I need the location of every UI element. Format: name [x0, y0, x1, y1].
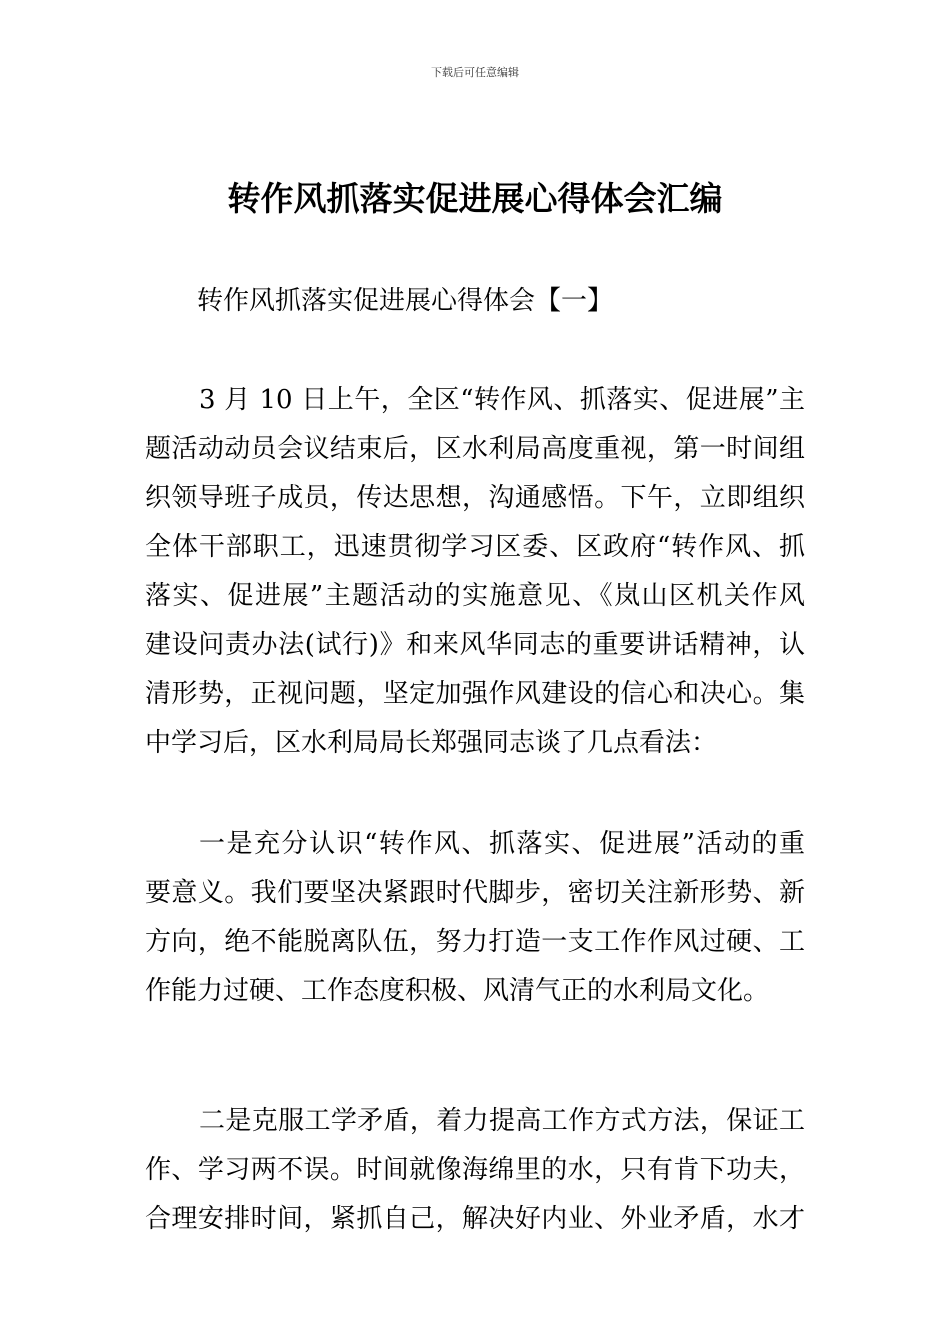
paragraph-line: 方向，绝不能脱离队伍，努力打造一支工作作风过硬、工 — [145, 927, 805, 957]
paragraph-line: 中学习后，区水利局局长郑强同志谈了几点看法： — [145, 728, 718, 758]
paragraph-line: 作、学习两不误。时间就像海绵里的水，只有肯下功夫， — [145, 1155, 805, 1185]
paragraph-line: 3 月 10 日上午，全区“转作风、抓落实、促进展”主 — [199, 385, 805, 415]
paragraph-line: 建设问责办法(试行)》和来风华同志的重要讲话精神，认 — [145, 630, 805, 660]
paragraph-line: 全体干部职工，迅速贯彻学习区委、区政府“转作风、抓 — [145, 532, 805, 562]
paragraph-1 — [145, 376, 805, 768]
paragraph-line: 落实、促进展”主题活动的实施意见、《岚山区机关作风 — [145, 581, 805, 611]
paragraph-3 — [145, 1097, 805, 1244]
document-title: 转作风抓落实促进展心得体会汇编 — [227, 179, 723, 218]
page-header-note: 下载后可任意编辑 — [431, 66, 519, 79]
paragraph-line: 清形势，正视问题，坚定加强作风建设的信心和决心。集 — [145, 679, 805, 709]
paragraph-line: 织领导班子成员，传达思想，沟通感悟。下午，立即组织 — [145, 483, 805, 513]
paragraph-line: 二是克服工学矛盾，着力提高工作方式方法，保证工 — [199, 1106, 805, 1136]
paragraph-line: 合理安排时间，紧抓自己，解决好内业、外业矛盾，水才 — [145, 1204, 805, 1234]
paragraph-line: 题活动动员会议结束后，区水利局高度重视，第一时间组 — [145, 434, 805, 464]
paragraph-line: 一是充分认识“转作风、抓落实、促进展”活动的重 — [199, 829, 805, 859]
paragraph-2 — [145, 820, 805, 1016]
paragraph-line: 要意义。我们要坚决紧跟时代脚步，密切关注新形势、新 — [145, 878, 805, 908]
paragraph-line: 作能力过硬、工作态度积极、风清气正的水利局文化。 — [145, 976, 770, 1006]
section-subtitle: 转作风抓落实促进展心得体会【一】 — [197, 286, 614, 316]
